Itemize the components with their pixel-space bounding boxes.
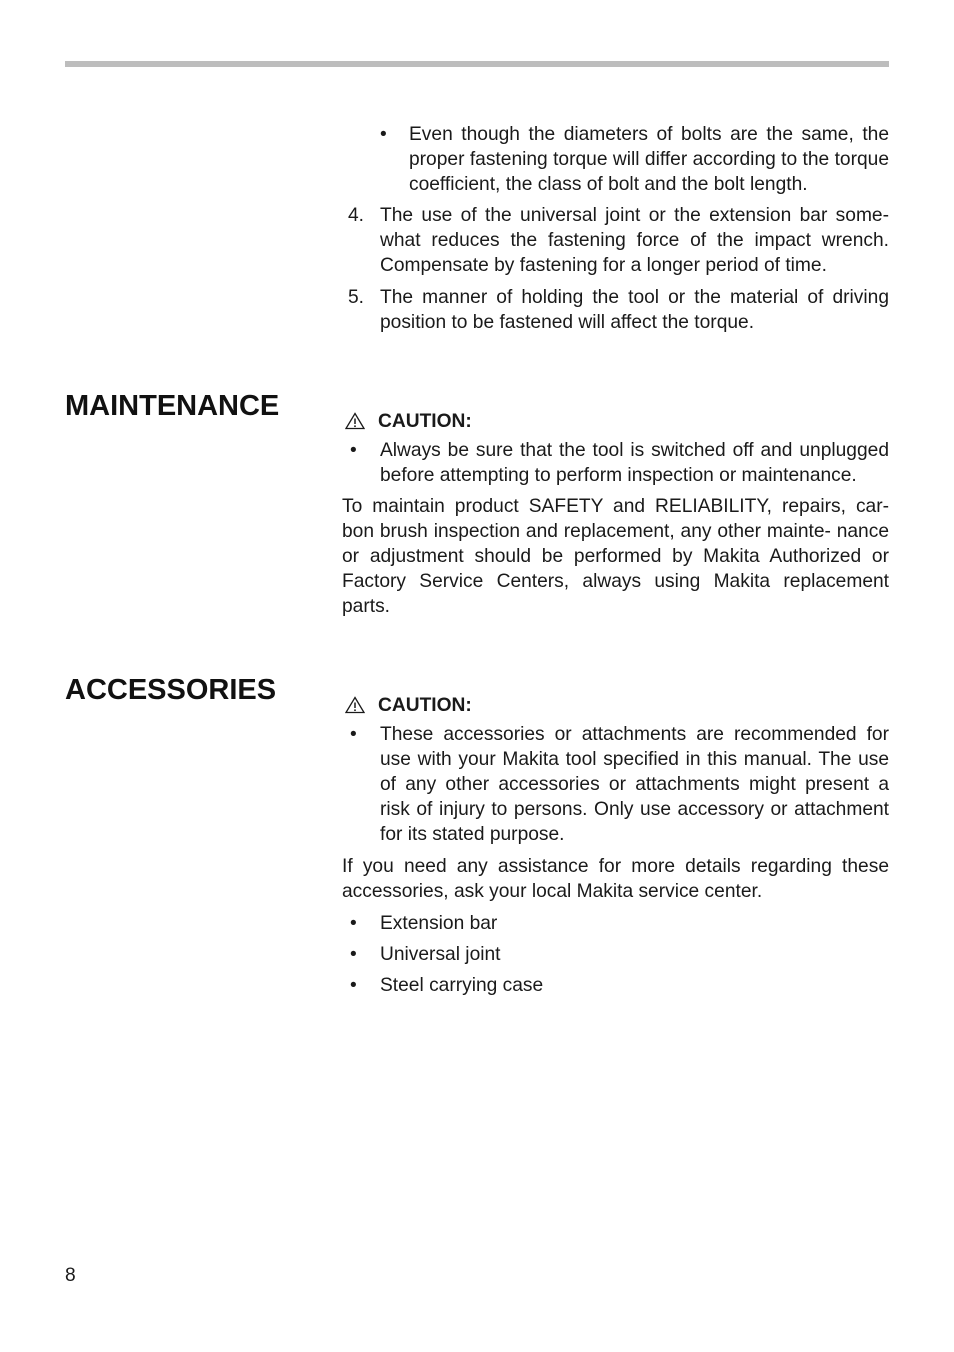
maintenance-heading: MAINTENANCE <box>65 390 280 422</box>
bullet-marker: • <box>350 975 357 996</box>
list-item-text: The manner of holding the tool or the material of driving position to be fastened will affect the torque. <box>380 287 889 333</box>
item-number: 4. <box>348 205 365 226</box>
bullet-marker: • <box>350 440 357 461</box>
list-item-text: Extension bar <box>380 913 498 934</box>
list-item-text: Always be sure that the tool is switched off and unplugged before attempting to perform inspection or maintenance. <box>380 440 889 486</box>
list-item <box>342 911 889 936</box>
bullet-marker: • <box>350 913 357 934</box>
list-item-text: Even though the diameters of bolts are the same, the proper fastening torque will differ according to the torque coefficient, the class of bolt and the bolt length. <box>409 124 889 195</box>
list-item <box>342 942 889 967</box>
caution-label <box>342 409 889 434</box>
bullet-marker: • <box>380 124 387 145</box>
list-item <box>342 122 889 197</box>
maintenance-section <box>342 409 889 619</box>
list-item <box>342 973 889 998</box>
list-item <box>342 285 889 335</box>
list-item <box>342 203 889 278</box>
accessories-section <box>342 693 889 998</box>
list-item-text: These accessories or attachments are recommended for use with your Makita tool specified in this manual. The use of any other accessories or attachments might present a risk of injury to persons. Only use accessory or attachment for its stated purpose. <box>380 724 889 845</box>
list-item <box>342 438 889 488</box>
list-item <box>342 722 889 847</box>
list-item-text: Steel carrying case <box>380 975 544 996</box>
caution-text: CAUTION: <box>378 695 472 716</box>
warning-triangle-icon <box>345 696 365 714</box>
maintenance-paragraph: To maintain product SAFETY and RELIABILITY, repairs, car- bon brush inspection and replacement, any other mainte- nance or adjustment should be performed by Makita Authorized or Factory Service Centers, always using Makita replacement parts. <box>342 496 889 617</box>
item-number: 5. <box>348 287 365 308</box>
caution-label <box>342 693 889 718</box>
page-number: 8 <box>65 1265 76 1286</box>
bullet-marker: • <box>350 724 357 745</box>
list-item-text: The use of the universal joint or the extension bar some- what reduces the fastening force of the impact wrench. Compensate by fastening for a longer period of time. <box>380 205 889 276</box>
accessories-heading: ACCESSORIES <box>65 674 277 706</box>
accessories-paragraph: If you need any assistance for more details regarding these accessories, ask your local Makita service center. <box>342 856 889 902</box>
caution-text: CAUTION: <box>378 411 472 432</box>
header-rule <box>65 61 889 67</box>
bullet-marker: • <box>350 944 357 965</box>
warning-triangle-icon <box>345 412 365 430</box>
list-item-text: Universal joint <box>380 944 501 965</box>
torque-notes <box>342 122 889 335</box>
